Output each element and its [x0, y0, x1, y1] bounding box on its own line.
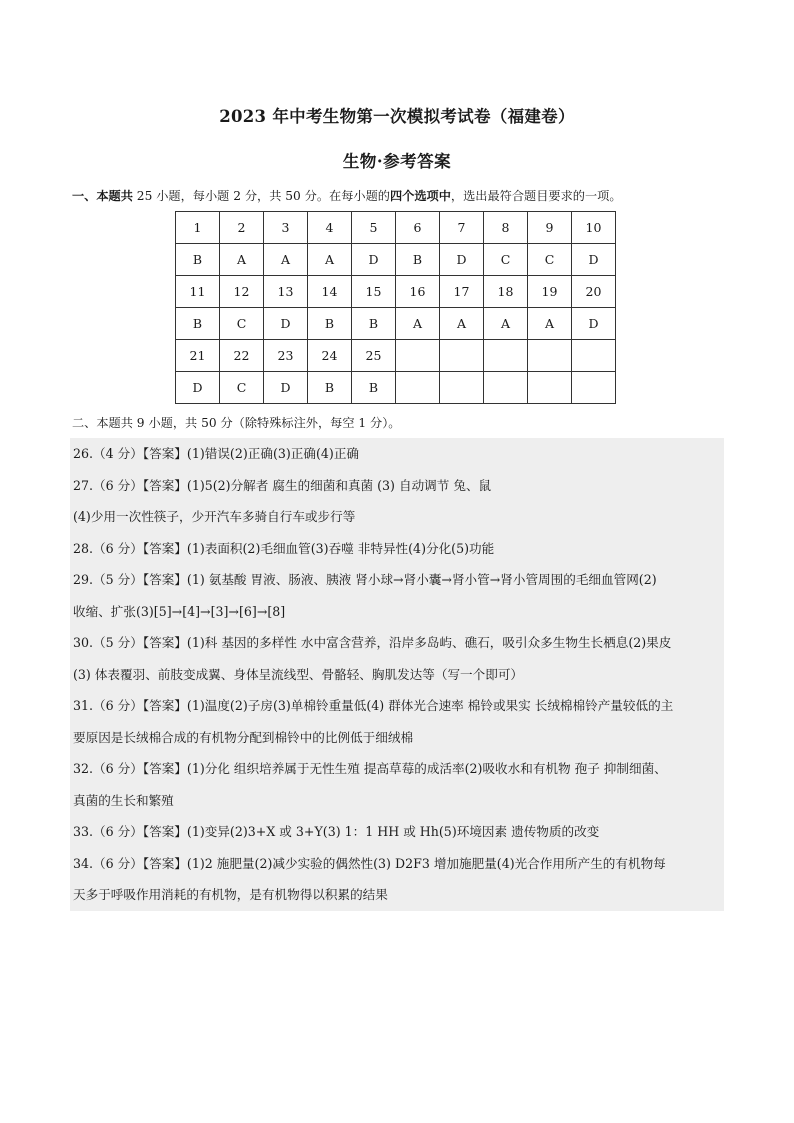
answer-line: 28.（6 分）【答案】(1)表面积(2)毛细血管(3)吞噬 非特异性(4)分化(5)功能: [73, 540, 495, 556]
answer-table-cell: D: [264, 308, 308, 340]
answer-table-cell: 17: [440, 276, 484, 308]
answer-table-cell: 12: [220, 276, 264, 308]
answer-table-cell: A: [528, 308, 572, 340]
answer-table-cell: D: [264, 372, 308, 404]
answer-table-row: [176, 212, 616, 244]
answer-table-cell: A: [396, 308, 440, 340]
page-subtitle: 生物·参考答案: [342, 152, 452, 171]
answer-table-cell: [484, 340, 528, 372]
answer-table-cell: [484, 372, 528, 404]
answer-line: 26.（4 分）【答案】(1)错误(2)正确(3)正确(4)正确: [73, 446, 360, 461]
answer-table-cell: [396, 340, 440, 372]
section-2-heading: 二、本题共 9 小题，共 50 分（除特殊标注外，每空 1 分）。: [72, 416, 401, 430]
answer-line: 30.（5 分）【答案】(1)科 基因的多样性 水中富含营养，沿岸多岛屿、礁石，吸引众多生物生长栖息(2)果皮: [73, 635, 672, 650]
answer-table-cell: A: [440, 308, 484, 340]
answer-table-cell: B: [176, 244, 220, 276]
answer-table-cell: [528, 340, 572, 372]
answer-line: 天多于呼吸作用消耗的有机物，是有机物得以积累的结果: [73, 887, 388, 902]
answer-table-cell: 15: [352, 276, 396, 308]
answer-table-cell: 24: [308, 340, 352, 372]
answer-table-cell: 4: [308, 212, 352, 244]
answer-table-cell: 13: [264, 276, 308, 308]
answer-table-cell: C: [220, 308, 264, 340]
answer-table-cell: 20: [572, 276, 616, 308]
answer-table-cell: 16: [396, 276, 440, 308]
answer-table-cell: D: [352, 244, 396, 276]
answer-table-cell: B: [308, 372, 352, 404]
answer-table-cell: [440, 372, 484, 404]
answer-table-cell: 2: [220, 212, 264, 244]
answer-table-cell: 23: [264, 340, 308, 372]
answer-table-cell: 3: [264, 212, 308, 244]
answer-table-cell: 10: [572, 212, 616, 244]
answer-table-cell: A: [220, 244, 264, 276]
answer-table-cell: A: [308, 244, 352, 276]
answer-block: [70, 438, 724, 911]
answer-line: 33.（6 分）【答案】(1)变异(2)3+X 或 3+Y(3) 1：1 HH 或 Hh(5)环境因素 遗传物质的改变: [73, 824, 600, 839]
answer-table-cell: 6: [396, 212, 440, 244]
section-1-mid: 25 小题，每小题 2 分，共 50 分。在每小题的: [132, 189, 390, 203]
answer-table-cell: A: [264, 244, 308, 276]
answer-table-cell: D: [572, 308, 616, 340]
answer-table-cell: 7: [440, 212, 484, 244]
answer-line: 29.（5 分）【答案】(1) 氨基酸 胃液、肠液、胰液 肾小球→肾小囊→肾小管→肾小管周围的毛细血管网(2): [73, 572, 657, 587]
answer-table-row: [176, 244, 616, 276]
answer-table-cell: 21: [176, 340, 220, 372]
section-1-prefix: 一、本题共: [72, 189, 133, 203]
answer-table-row: [176, 276, 616, 308]
answer-line: 27.（6 分）【答案】(1)5(2)分解者 腐生的细菌和真菌 (3) 自动调节 兔、鼠: [73, 477, 492, 493]
answer-table-cell: 19: [528, 276, 572, 308]
answer-table-cell: 9: [528, 212, 572, 244]
answer-table-cell: C: [484, 244, 528, 276]
answer-table-cell: B: [308, 308, 352, 340]
answer-table-cell: 5: [352, 212, 396, 244]
answer-table-cell: 8: [484, 212, 528, 244]
answer-table-cell: [572, 372, 616, 404]
answer-table-cell: 1: [176, 212, 220, 244]
answer-line: (3) 体表覆羽、前肢变成翼、身体呈流线型、骨骼轻、胸肌发达等（写一个即可）: [73, 666, 524, 682]
answer-table-cell: B: [396, 244, 440, 276]
answer-table-row: [176, 372, 616, 404]
answer-line: 收缩、扩张(3)[5]→[4]→[3]→[6]→[8]: [73, 603, 286, 619]
answer-table-cell: 22: [220, 340, 264, 372]
answer-table-cell: [396, 372, 440, 404]
page-title: 2023 年中考生物第一次模拟考试卷（福建卷）: [219, 107, 575, 126]
answer-table-cell: D: [440, 244, 484, 276]
answer-table-cell: C: [528, 244, 572, 276]
section-1-bold: 四个选项中: [389, 189, 451, 203]
answer-table-cell: B: [352, 308, 396, 340]
answer-line: 要原因是长绒棉合成的有机物分配到棉铃中的比例低于细绒棉: [73, 729, 414, 745]
answer-table-row: [176, 340, 616, 372]
answer-line: 31.（6 分）【答案】(1)温度(2)子房(3)单棉铃重量低(4) 群体光合速率 棉铃或果实 长绒棉棉铃产量较低的主: [73, 698, 674, 713]
answer-table: [175, 211, 616, 404]
answer-table-cell: D: [176, 372, 220, 404]
section-1-heading: [72, 187, 622, 204]
answer-table-cell: 18: [484, 276, 528, 308]
answer-table-cell: 14: [308, 276, 352, 308]
answer-table-cell: 25: [352, 340, 396, 372]
answer-line: (4)少用一次性筷子，少开汽车多骑自行车或步行等: [73, 509, 356, 524]
answer-line: 34.（6 分）【答案】(1)2 施肥量(2)减少实验的偶然性(3) D2F3 增加施肥量(4)光合作用所产生的有机物每: [73, 855, 666, 871]
answer-table-cell: D: [572, 244, 616, 276]
answer-table-cell: [440, 340, 484, 372]
answer-line: 真菌的生长和繁殖: [73, 792, 174, 808]
answer-table-cell: [528, 372, 572, 404]
section-1-suffix: ，选出最符合题目要求的一项。: [450, 189, 622, 203]
answer-table-cell: B: [176, 308, 220, 340]
answer-table-cell: [572, 340, 616, 372]
answer-line: 32.（6 分）【答案】(1)分化 组织培养属于无性生殖 提高草莓的成活率(2)吸收水和有机物 孢子 抑制细菌、: [73, 761, 667, 776]
answer-table-cell: C: [220, 372, 264, 404]
answer-table-cell: B: [352, 372, 396, 404]
answer-table-cell: 11: [176, 276, 220, 308]
answer-table-cell: A: [484, 308, 528, 340]
answer-table-row: [176, 308, 616, 340]
